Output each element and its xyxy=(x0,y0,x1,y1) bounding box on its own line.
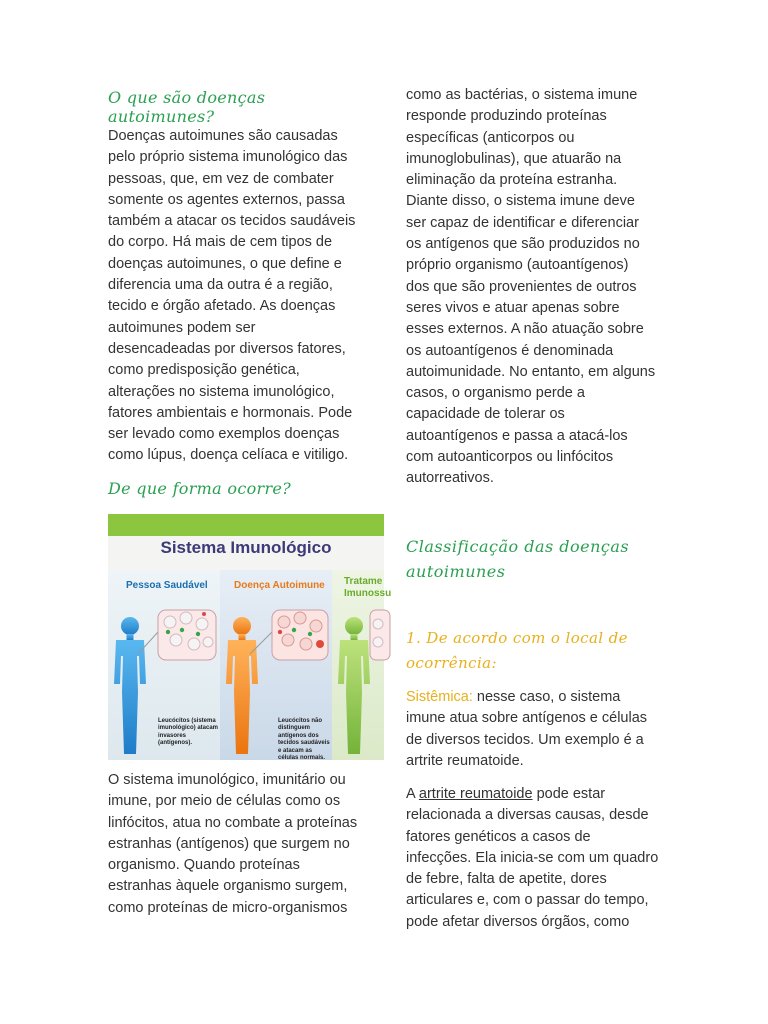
paragraph-line: ser levado como exemplos doenças xyxy=(108,426,340,443)
paragraph-line: capacidade de tolerar os xyxy=(406,406,565,423)
paragraph-line: pelo próprio sistema imunológico das xyxy=(108,149,348,166)
immune-system-paragraph-continued xyxy=(406,85,666,490)
healthy-zoom-icon xyxy=(138,610,216,660)
paragraph-line: diferencia uma da outra é a região, xyxy=(108,277,333,294)
paragraph-line: autorreativos. xyxy=(406,470,494,487)
paragraph-line: também a atacar os tecidos saudáveis xyxy=(108,213,356,230)
paragraph-line: os antígenos que são produzidos no xyxy=(406,236,640,253)
paragraph-line: casos, o organismo perde a xyxy=(406,385,585,402)
arthritis-lines xyxy=(406,805,666,933)
paragraph-line: relacionada a diversas causas, desde xyxy=(406,807,649,824)
heading-classification xyxy=(406,534,629,584)
paragraph-line: pode afetar diversos órgãos, como xyxy=(406,913,630,930)
paragraph-line: imunoglobulinas), que atuarão na xyxy=(406,150,622,167)
paragraph-line: pessoas, que, em vez de combater xyxy=(108,170,334,187)
paragraph-line: ser capaz de identificar e diferenciar xyxy=(406,214,639,231)
intro-paragraph xyxy=(108,126,376,467)
heading-classification-line2: autoimunes xyxy=(406,562,506,581)
panel-treatment-label-line1: Tratame xyxy=(344,576,383,587)
paragraph-line: tecido e órgão afetado. As doenças xyxy=(108,298,336,315)
paragraph-line: linfócitos, atua no combate a proteínas xyxy=(108,814,358,831)
heading-how-it-occurs: De que forma ocorre? xyxy=(108,479,292,498)
paragraph-line: com autoanticorpos ou linfócitos xyxy=(406,449,614,466)
healthy-person-figure xyxy=(114,617,146,754)
figure-title: Sistema Imunológico xyxy=(160,538,332,557)
systemic-lines xyxy=(406,708,666,772)
paragraph-line: doenças autoimunes, o que define e xyxy=(108,255,342,272)
paragraph-line: responde produzindo proteínas xyxy=(406,108,607,125)
paragraph-line: próprio organismo (autoantígenos) xyxy=(406,257,629,274)
paragraph-line: como predisposição genética, xyxy=(108,362,300,379)
arthritis-first-line-rest: pode estar xyxy=(532,786,606,802)
heading-classification-line1: Classificação das doenças xyxy=(406,537,630,556)
paragraph-line: específicas (anticorpos ou xyxy=(406,129,575,146)
figure-illustration xyxy=(108,514,384,760)
heading-by-location xyxy=(406,626,628,676)
paragraph-line: como proteínas de micro-organismos xyxy=(108,899,348,916)
paragraph-line: infecções. Ela inicia-se com um quadro xyxy=(406,849,659,866)
paragraph-line: organismo. Quando proteínas xyxy=(108,857,300,874)
paragraph-line: fatores genéticos a casos de xyxy=(406,828,591,845)
paragraph-line: imune atua sobre antígenos e células xyxy=(406,710,648,727)
paragraph-line: autoantígenos e passa a atacá-los xyxy=(406,427,628,444)
paragraph-line: estranhas (antígenos) que surgem no xyxy=(108,835,350,852)
panel-healthy-label: Pessoa Saudável xyxy=(126,580,208,591)
paragraph-line: imune, por meio de células como os xyxy=(108,793,341,810)
paragraph-line: alterações no sistema imunológico, xyxy=(108,383,335,400)
paragraph-line: os autoantígenos é denominada xyxy=(406,342,614,359)
paragraph-line: Diante disso, o sistema imune deve xyxy=(406,193,635,210)
paragraph-line: seres vivos e atuar apenas sobre xyxy=(406,299,620,316)
systemic-paragraph xyxy=(406,687,666,772)
arthritis-first-line xyxy=(406,784,666,805)
paragraph-line: do corpo. Há mais de cem tipos de xyxy=(108,234,333,251)
paragraph-line: desencadeadas por diversos fatores, xyxy=(108,340,346,357)
paragraph-line: dos que são provenientes de outros xyxy=(406,278,637,295)
paragraph-line: autoimunes podem ser xyxy=(108,319,256,336)
paragraph-line: artrite reumatoide. xyxy=(406,752,524,769)
arthritis-prefix: A xyxy=(406,786,419,802)
paragraph-line: eliminação da proteína estranha. xyxy=(406,172,618,189)
panel-treatment-label-line2: Imunossu xyxy=(344,588,392,599)
paragraph-line: articulares e, com o passar do tempo, xyxy=(406,892,649,909)
rheumatoid-arthritis-term: artrite reumatoide xyxy=(418,786,533,802)
rheumatoid-arthritis-paragraph xyxy=(406,784,666,933)
paragraph-line: O sistema imunológico, imunitário ou xyxy=(108,772,346,788)
paragraph-line: fatores ambientais e hormonais. Pode xyxy=(108,404,353,421)
systemic-first-line-rest: nesse caso, o sistema xyxy=(472,689,621,705)
panel-autoimmune-caption: Leucócitos não distinguem antígenos dos tecidos saudáveis e atacam as células normais. xyxy=(278,718,330,762)
paragraph-line: como as bactérias, o sistema imune xyxy=(406,87,638,103)
autoimmune-person-figure xyxy=(226,617,258,754)
autoimmune-zoom-icon xyxy=(250,610,328,660)
paragraph-line: estranhas àquele organismo surgem, xyxy=(108,878,348,895)
immune-system-figure xyxy=(108,514,392,762)
systemic-term: Sistêmica: xyxy=(406,689,473,705)
paragraph-line: de diversos tecidos. Um exemplo é a xyxy=(406,731,644,748)
paragraph-line: Doenças autoimunes são causadas xyxy=(108,128,338,144)
paragraph-line: como lúpus, doença celíaca e vitiligo. xyxy=(108,447,349,464)
immune-system-paragraph xyxy=(108,770,376,919)
paragraph-line: somente os agentes externos, passa xyxy=(108,191,345,208)
paragraph-line: autoimunidade. No entanto, em alguns xyxy=(406,363,656,380)
panel-healthy-caption: Leucócitos (sistema imunológico) atacam invasores (antígenos). xyxy=(158,718,219,747)
heading-what-are-autoimmune: O que são doenças autoimunes? xyxy=(108,88,266,126)
panel-autoimmune-label: Doença Autoimune xyxy=(234,580,325,591)
treatment-person-figure xyxy=(338,617,370,754)
paragraph-line: esses externos. A não atuação sobre xyxy=(406,321,644,338)
paragraph-line: de febre, falta de apetite, dores xyxy=(406,871,607,888)
heading-by-location-line1: 1. De acordo com o local de xyxy=(406,629,628,647)
systemic-first-line xyxy=(406,687,666,708)
treatment-zoom-icon xyxy=(370,610,390,660)
heading-by-location-line2: ocorrência: xyxy=(406,654,497,672)
